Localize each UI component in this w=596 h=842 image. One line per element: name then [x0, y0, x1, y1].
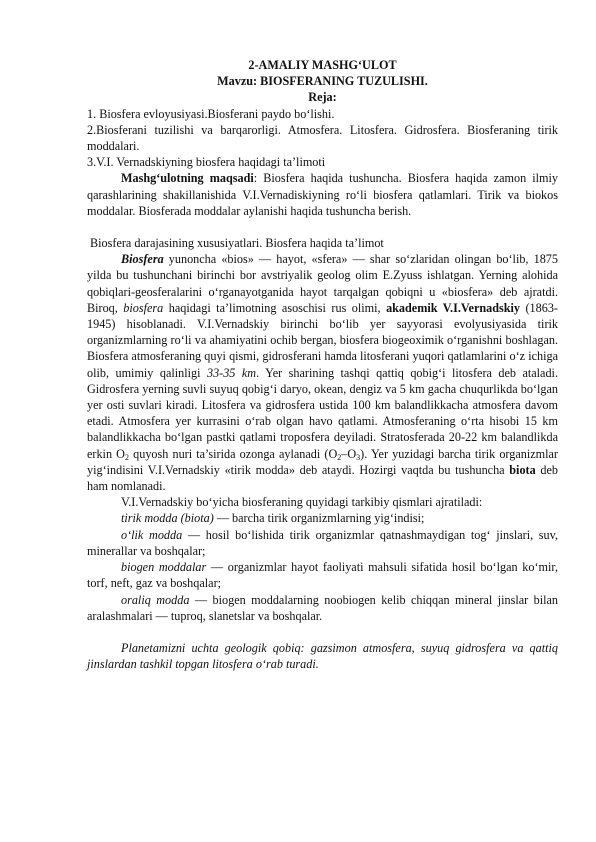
part-item-2: o‘lik modda — hosil bo‘lishida tirik organizmlar qatnashmaydigan tog‘ jinslari, suv, minerallar va boshqalar;: [87, 527, 558, 558]
part-item-3: biogen moddalar — organizmlar hayot faoliyati mahsuli sifatida hosil bo‘lgan ko‘mir, torf, neft, gaz va boshqalar;: [87, 560, 558, 591]
spacer: [87, 219, 558, 235]
plan-heading: Reja:: [308, 90, 337, 105]
goal-label: Mashg‘ulotning maqsadi: [121, 171, 254, 186]
plan-item-2: 2.Biosferani tuzilishi va barqarorligi. Atmosfera. Litosfera. Gidrosfera. Biosferaning tirik moddalari.: [87, 122, 558, 154]
section-title: Biosfera darajasining xususiyatlari. Biosfera haqida ta’limot: [87, 236, 384, 251]
plan-item-1: 1. Biosfera evloyusiyasi.Biosferani paydo bo‘lishi.: [87, 106, 335, 121]
term-biosfera: Biosfera: [121, 252, 164, 267]
vernadskiy-name: akademik V.I.Vernadskiy: [386, 300, 521, 315]
part-item-4: oraliq modda — biogen moddalarning noobiogen kelib chiqqan mineral jinslar bilan aralashmalari — tuproq, slanetslar va boshqalar.: [87, 592, 558, 623]
main-paragraph: Biosfera yunoncha «bios» — hayot, «sfera» — shar so‘zlaridan olingan bo‘lib, 1875 yilda bu tushunchani birinchi bor avstriyalik geolog olim E.Zyuss ishlatgan. Yerning alohida qobiqlari-geosferalarini o‘rganayotganida hayot tarqalgan qobiqni u «biosfera» deb ajratdi. Biroq, biosfera haqidagi ta’limotning asoschisi rus olimi, akademik V.I.Vernadskiy (1863-1945) hisoblanadi. V.I.Vernadskiy birinchi bo‘lib yer sayyorasi evolyusiyasida tirik organizmlarning ro‘li va ahamiyatini ochib bergan, biosfera biogeoximik o‘rganishni boshlagan. Biosfera atmosferaning quyi qismi, gidrosferani hamda litosferani yuqori qatlamlarini o‘z ichiga olib, umimiy qalinligi 33-35 km. Yer sharining tashqi qattiq qobig‘i litosfera deb ataladi. Gidrosfera yerning suvli suyuq qobig‘i daryo, okean, dengiz va 5 km gacha chuqurlikda bo‘lgan yer osti suvlari kiradi. Litosfera va gidrosfera ustida 100 km balandlikkacha atmosfera davom etadi. Atmosfera yer kurrasini o‘rab olgan havo qatlami. Atmosferaning o‘rta hisobi 15 km balandlikkacha bo‘lgan pastki qatlami troposfera deyiladi. Stratosferada 20-22 km balandlikda erkin $O_2$ quyosh nuri ta’sirida ozonga aylanadi $(O_2-O_3)$. Yer yuzidagi barcha tirik organizmlar yig‘indisini V.I.Vernadskiy «tirik modda» deb ataydi. Hozirgi vaqtda bu tushuncha biota deb ham nomlanadi.: [87, 252, 558, 494]
spacer: [87, 624, 558, 640]
document-content: [87, 57, 558, 672]
plan-item-3: 3.V.I. Vernadskiyning biosfera haqidagi ta’limoti: [87, 155, 326, 170]
parts-intro: V.I.Vernadskiy bo‘yicha biosferaning quyidagi tarkibiy qismlari ajratiladi:: [121, 495, 483, 510]
conclusion-paragraph: Planetamizni uchta geologik qobiq: gazsimon atmosfera, suyuq gidrosfera va qattiq jinslardan tashkil topgan litosfera o‘rab turadi.: [87, 640, 558, 672]
page-title: 2-AMALIY MASHG‘ULOT: [248, 58, 397, 72]
goal-text: : Biosfera haqida tushuncha. Biosfera haqida zamon ilmiy qarashlarining shakillanishida V.I.Vernadiskiyning ro‘li biosfera qatlamlari. Tirik va biokos moddalar. Biosferada moddalar aylanishi haqida tushuncha berish.: [87, 171, 558, 218]
part-item-1: tirik modda (biota) — barcha tirik organizmlarning yig‘indisi;: [121, 511, 425, 526]
goal-paragraph: [87, 170, 558, 219]
term-biota: biota: [509, 462, 536, 477]
topic-line: Mavzu: BIOSFERANING TUZULISHI.: [217, 74, 428, 89]
